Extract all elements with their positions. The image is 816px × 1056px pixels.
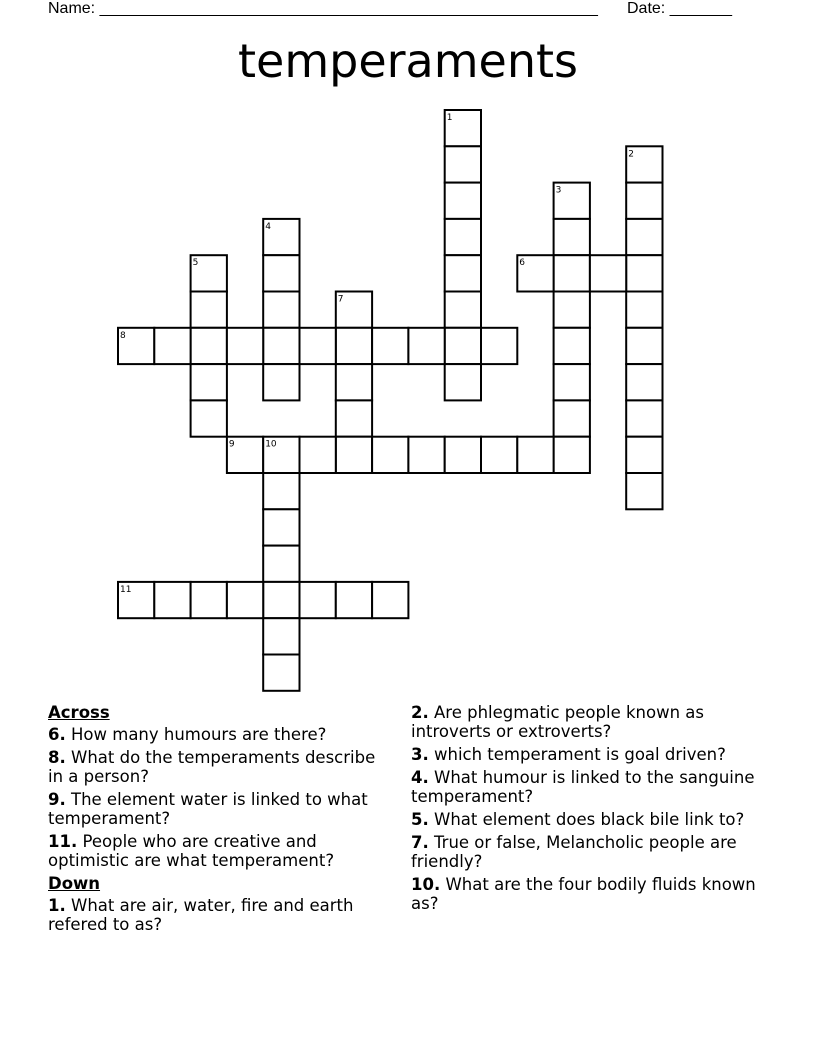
cell-number-2: 2 (628, 149, 634, 160)
clue-down-1 (48, 896, 393, 934)
grid-cell[interactable] (191, 400, 227, 436)
grid-cell[interactable] (263, 328, 299, 364)
clue-text: How many humours are there? (71, 725, 327, 744)
grid-cell[interactable] (445, 292, 481, 328)
clue-number: 4. (411, 768, 429, 787)
grid-cell[interactable] (590, 255, 626, 291)
grid-cell[interactable] (372, 437, 408, 473)
clue-across-6 (48, 725, 393, 744)
clue-across-8 (48, 748, 393, 786)
grid-cell[interactable] (300, 582, 336, 618)
clues-right-column (411, 703, 771, 917)
grid-cell[interactable] (191, 582, 227, 618)
clue-down-7 (411, 833, 771, 871)
grid-cell[interactable] (408, 437, 444, 473)
cell-number-4: 4 (265, 221, 271, 232)
grid-cell[interactable] (626, 437, 662, 473)
clue-text: What humour is linked to the sanguine temperament? (411, 768, 755, 806)
grid-cell[interactable] (626, 292, 662, 328)
clue-text: The element water is linked to what temperament? (48, 790, 368, 828)
clue-down-5 (411, 810, 771, 829)
clue-across-9 (48, 790, 393, 828)
grid-cell[interactable] (263, 473, 299, 509)
clue-text: What are the four bodily fluids known as? (411, 875, 756, 913)
clue-text: What do the temperaments describe in a person? (48, 748, 376, 786)
across-heading: Across (48, 703, 110, 722)
clue-number: 5. (411, 810, 429, 829)
date-field-label: Date: _______ (627, 0, 732, 17)
grid-cell[interactable] (154, 328, 190, 364)
grid-cell[interactable] (481, 437, 517, 473)
grid-cell[interactable] (372, 582, 408, 618)
clue-down-2 (411, 703, 771, 741)
grid-cell[interactable] (263, 582, 299, 618)
grid-cell[interactable] (263, 255, 299, 291)
clue-number: 2. (411, 703, 429, 722)
grid-cell[interactable] (445, 146, 481, 182)
grid-cell[interactable] (626, 255, 662, 291)
grid-cell[interactable] (445, 328, 481, 364)
clue-text: True or false, Melancholic people are friendly? (411, 833, 737, 871)
grid-cell[interactable] (263, 364, 299, 400)
page-title: temperaments (237, 34, 578, 88)
clue-text: People who are creative and optimistic are what temperament? (48, 832, 335, 870)
grid-cell[interactable] (336, 437, 372, 473)
cell-number-10: 10 (265, 439, 277, 450)
clue-down-3 (411, 745, 771, 764)
grid-cell[interactable] (263, 546, 299, 582)
clue-number: 7. (411, 833, 429, 852)
grid-cell[interactable] (336, 400, 372, 436)
clue-text: Are phlegmatic people known as introverts or extroverts? (411, 703, 704, 741)
cell-number-3: 3 (555, 185, 562, 196)
grid-cell[interactable] (191, 328, 227, 364)
clue-text: which temperament is goal driven? (434, 745, 726, 764)
grid-cell[interactable] (263, 618, 299, 654)
clue-text: What element does black bile link to? (434, 810, 745, 829)
grid-cell[interactable] (263, 655, 299, 691)
grid-cell[interactable] (445, 437, 481, 473)
grid-cell[interactable] (554, 400, 590, 436)
clue-number: 3. (411, 745, 429, 764)
grid-cell[interactable] (263, 509, 299, 545)
grid-cell[interactable] (445, 219, 481, 255)
grid-cell[interactable] (626, 183, 662, 219)
grid-cell[interactable] (227, 328, 263, 364)
clue-number: 11. (48, 832, 78, 851)
grid-cell[interactable] (554, 328, 590, 364)
down-heading: Down (48, 874, 101, 893)
grid-cell[interactable] (191, 364, 227, 400)
grid-cell[interactable] (191, 292, 227, 328)
clue-number: 8. (48, 748, 66, 767)
clue-number: 10. (411, 875, 441, 894)
cell-number-5: 5 (192, 258, 199, 269)
clue-number: 6. (48, 725, 66, 744)
clue-down-4 (411, 768, 771, 806)
clues-left-column (48, 703, 393, 938)
grid-cell[interactable] (300, 328, 336, 364)
grid-cell[interactable] (554, 219, 590, 255)
grid-cell[interactable] (626, 400, 662, 436)
clue-down-10 (411, 875, 771, 913)
grid-cell[interactable] (554, 364, 590, 400)
grid-cell[interactable] (554, 255, 590, 291)
grid-cell[interactable] (626, 473, 662, 509)
cell-number-11: 11 (120, 584, 132, 595)
grid-cell[interactable] (626, 219, 662, 255)
grid-cell[interactable] (445, 183, 481, 219)
grid-cell[interactable] (554, 437, 590, 473)
grid-cell[interactable] (263, 292, 299, 328)
grid-cell[interactable] (445, 364, 481, 400)
grid-cell[interactable] (554, 292, 590, 328)
cell-number-1: 1 (446, 113, 453, 123)
clue-number: 9. (48, 790, 66, 809)
grid-cell[interactable] (336, 328, 372, 364)
grid-cell[interactable] (626, 328, 662, 364)
name-field-label: Name: ________________________________________________________ (48, 0, 598, 17)
clue-text: What are air, water, fire and earth refered to as? (48, 896, 354, 934)
grid-cell[interactable] (626, 364, 662, 400)
grid-cell[interactable] (227, 582, 263, 618)
grid-cell[interactable] (481, 328, 517, 364)
clue-number: 1. (48, 896, 66, 915)
cell-number-8: 8 (120, 330, 126, 341)
grid-cell[interactable] (154, 582, 190, 618)
cell-number-9: 9 (228, 439, 235, 450)
grid-cell[interactable] (445, 255, 481, 291)
cell-number-6: 6 (519, 258, 526, 269)
clue-across-11 (48, 832, 393, 870)
cell-number-7: 7 (337, 294, 344, 305)
grid-cell[interactable] (408, 328, 444, 364)
grid-cell[interactable] (336, 582, 372, 618)
grid-cell[interactable] (517, 437, 553, 473)
grid-cell[interactable] (372, 328, 408, 364)
grid-cell[interactable] (300, 437, 336, 473)
grid-cell[interactable] (336, 364, 372, 400)
